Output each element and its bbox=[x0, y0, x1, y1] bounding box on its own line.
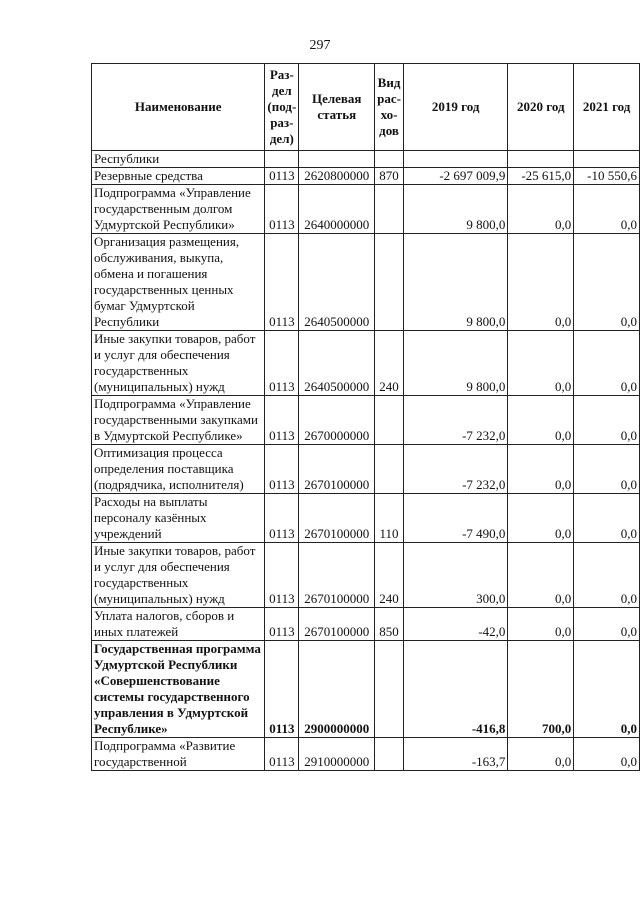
cell-y2020: -25 615,0 bbox=[508, 168, 574, 185]
cell-y2020: 0,0 bbox=[508, 331, 574, 396]
cell-name: Государственная программа Удмуртской Республики «Совершенствование системы государственного управления в Удмуртской Республике» bbox=[92, 641, 265, 738]
cell-y2021: 0,0 bbox=[574, 608, 640, 641]
cell-target: 2900000000 bbox=[299, 641, 375, 738]
cell-y2020: 0,0 bbox=[508, 445, 574, 494]
header-section: Раз- дел (под- раз- дел) bbox=[265, 64, 299, 151]
cell-type: 850 bbox=[375, 608, 404, 641]
cell-y2019: -2 697 009,9 bbox=[403, 168, 507, 185]
cell-type: 110 bbox=[375, 494, 404, 543]
header-name: Наименование bbox=[92, 64, 265, 151]
cell-target: 2640000000 bbox=[299, 185, 375, 234]
cell-section: 0113 bbox=[265, 641, 299, 738]
cell-target: 2620800000 bbox=[299, 168, 375, 185]
cell-target: 2640500000 bbox=[299, 331, 375, 396]
table-row bbox=[92, 543, 640, 608]
header-2020: 2020 год bbox=[508, 64, 574, 151]
cell-y2021: 0,0 bbox=[574, 494, 640, 543]
cell-y2021: 0,0 bbox=[574, 185, 640, 234]
cell-name: Подпрограмма «Управление государственными закупками в Удмуртской Республике» bbox=[92, 396, 265, 445]
cell-type: 240 bbox=[375, 331, 404, 396]
header-type: Вид рас- хо- дов bbox=[375, 64, 404, 151]
cell-target: 2910000000 bbox=[299, 738, 375, 771]
cell-section: 0113 bbox=[265, 494, 299, 543]
budget-table bbox=[91, 63, 640, 771]
cell-name: Подпрограмма «Управление государственным долгом Удмуртской Республики» bbox=[92, 185, 265, 234]
cell-section: 0113 bbox=[265, 608, 299, 641]
cell-type: 870 bbox=[375, 168, 404, 185]
cell-target: 2640500000 bbox=[299, 234, 375, 331]
cell-y2021: 0,0 bbox=[574, 445, 640, 494]
table-row bbox=[92, 445, 640, 494]
cell-target bbox=[299, 151, 375, 168]
cell-y2020: 0,0 bbox=[508, 396, 574, 445]
table-row bbox=[92, 151, 640, 168]
cell-type bbox=[375, 641, 404, 738]
cell-type bbox=[375, 445, 404, 494]
table-row bbox=[92, 396, 640, 445]
cell-y2021: 0,0 bbox=[574, 738, 640, 771]
table-row bbox=[92, 608, 640, 641]
cell-type bbox=[375, 185, 404, 234]
cell-type: 240 bbox=[375, 543, 404, 608]
cell-y2019: -416,8 bbox=[403, 641, 507, 738]
cell-y2020: 0,0 bbox=[508, 738, 574, 771]
cell-y2019: -42,0 bbox=[403, 608, 507, 641]
cell-y2020 bbox=[508, 151, 574, 168]
cell-name: Уплата налогов, сборов и иных платежей bbox=[92, 608, 265, 641]
cell-type bbox=[375, 234, 404, 331]
cell-y2020: 0,0 bbox=[508, 234, 574, 331]
table-row bbox=[92, 234, 640, 331]
cell-section: 0113 bbox=[265, 331, 299, 396]
cell-type bbox=[375, 151, 404, 168]
cell-y2019: -7 232,0 bbox=[403, 396, 507, 445]
cell-section: 0113 bbox=[265, 543, 299, 608]
cell-y2020: 0,0 bbox=[508, 494, 574, 543]
cell-y2021: 0,0 bbox=[574, 641, 640, 738]
cell-name: Республики bbox=[92, 151, 265, 168]
cell-target: 2670100000 bbox=[299, 543, 375, 608]
cell-type bbox=[375, 738, 404, 771]
cell-y2019: 9 800,0 bbox=[403, 185, 507, 234]
cell-section: 0113 bbox=[265, 738, 299, 771]
cell-target: 2670100000 bbox=[299, 494, 375, 543]
cell-y2019: -7 490,0 bbox=[403, 494, 507, 543]
table-row bbox=[92, 641, 640, 738]
header-target: Целевая статья bbox=[299, 64, 375, 151]
table-row bbox=[92, 168, 640, 185]
cell-y2019: 9 800,0 bbox=[403, 331, 507, 396]
cell-y2021: -10 550,6 bbox=[574, 168, 640, 185]
header-2019: 2019 год bbox=[403, 64, 507, 151]
cell-name: Расходы на выплаты персоналу казённых учреждений bbox=[92, 494, 265, 543]
cell-section: 0113 bbox=[265, 445, 299, 494]
cell-name: Иные закупки товаров, работ и услуг для обеспечения государственных (муниципальных) нужд bbox=[92, 543, 265, 608]
cell-name: Подпрограмма «Развитие государственной bbox=[92, 738, 265, 771]
cell-section: 0113 bbox=[265, 396, 299, 445]
cell-y2019 bbox=[403, 151, 507, 168]
cell-name: Организация размещения, обслуживания, выкупа, обмена и погашения государственных ценных бумаг Удмуртской Республики bbox=[92, 234, 265, 331]
table-row bbox=[92, 185, 640, 234]
header-2021: 2021 год bbox=[574, 64, 640, 151]
cell-y2019: 9 800,0 bbox=[403, 234, 507, 331]
cell-y2020: 700,0 bbox=[508, 641, 574, 738]
cell-section bbox=[265, 151, 299, 168]
cell-y2019: 300,0 bbox=[403, 543, 507, 608]
cell-section: 0113 bbox=[265, 185, 299, 234]
cell-type bbox=[375, 396, 404, 445]
cell-section: 0113 bbox=[265, 234, 299, 331]
cell-name: Резервные средства bbox=[92, 168, 265, 185]
table-row bbox=[92, 331, 640, 396]
cell-name: Оптимизация процесса определения поставщика (подрядчика, исполнителя) bbox=[92, 445, 265, 494]
cell-y2021: 0,0 bbox=[574, 396, 640, 445]
table-header bbox=[92, 64, 640, 151]
cell-name: Иные закупки товаров, работ и услуг для обеспечения государственных (муниципальных) нужд bbox=[92, 331, 265, 396]
cell-y2020: 0,0 bbox=[508, 608, 574, 641]
cell-y2021: 0,0 bbox=[574, 543, 640, 608]
cell-target: 2670000000 bbox=[299, 396, 375, 445]
cell-y2021 bbox=[574, 151, 640, 168]
cell-y2019: -7 232,0 bbox=[403, 445, 507, 494]
page-number: 297 bbox=[309, 38, 331, 53]
cell-y2020: 0,0 bbox=[508, 543, 574, 608]
cell-section: 0113 bbox=[265, 168, 299, 185]
table-row bbox=[92, 738, 640, 771]
cell-y2020: 0,0 bbox=[508, 185, 574, 234]
table-row bbox=[92, 494, 640, 543]
cell-y2019: -163,7 bbox=[403, 738, 507, 771]
cell-y2021: 0,0 bbox=[574, 234, 640, 331]
cell-target: 2670100000 bbox=[299, 445, 375, 494]
cell-y2021: 0,0 bbox=[574, 331, 640, 396]
table-body bbox=[92, 151, 640, 771]
cell-target: 2670100000 bbox=[299, 608, 375, 641]
